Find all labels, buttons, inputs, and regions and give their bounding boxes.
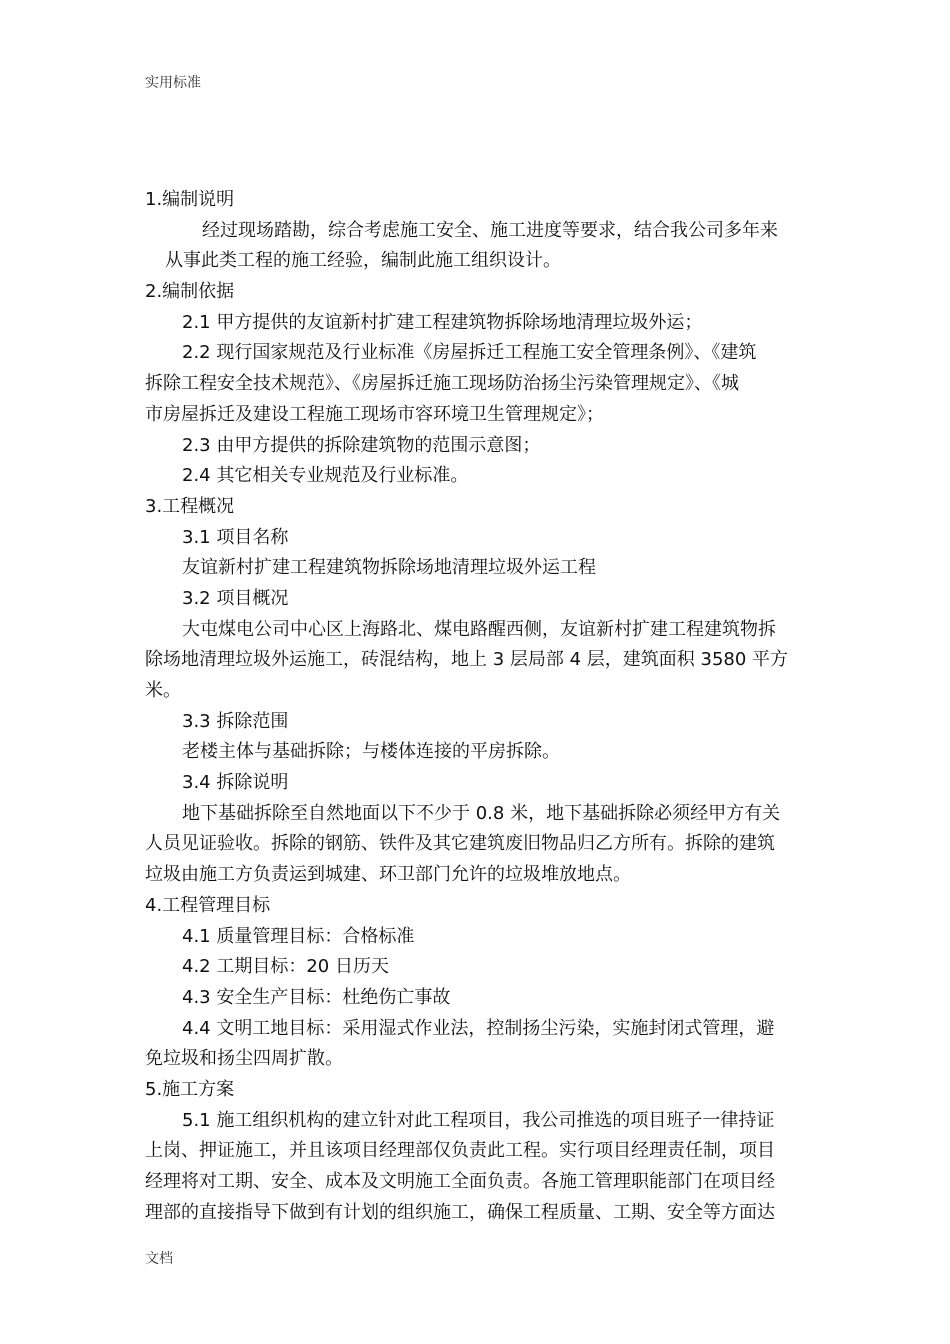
text-line: 2.编制依据 (145, 281, 235, 303)
text-line: 2.4 其它相关专业规范及行业标准。 (182, 465, 469, 487)
text-line: 经理将对工期、安全、成本及文明施工全面负责。各施工管理职能部门在项目经 (145, 1171, 775, 1192)
text-line: 3.4 拆除说明 (182, 772, 289, 794)
text-line: 3.1 项目名称 (182, 526, 289, 548)
text-line: 免垃圾和扬尘四周扩散。 (145, 1048, 343, 1070)
text-line: 理部的直接指导下做到有计划的组织施工，确保工程质量、工期、安全等方面达 (145, 1201, 775, 1223)
text-line: 除场地清理垃圾外运施工，砖混结构，地上 3 层局部 4 层，建筑面积 3580 平方 (145, 649, 789, 671)
text-line: 大屯煤电公司中心区上海路北、煤电路醒西侧，友谊新村扩建工程建筑物拆 (182, 618, 776, 640)
text-line: 上岗、押证施工，并且该项目经理部仅负责此工程。实行项目经理责任制，项目 (145, 1140, 775, 1162)
text-line: 2.3 由甲方提供的拆除建筑物的范围示意图； (182, 434, 541, 456)
text-line: 米。 (145, 680, 181, 701)
text-line: 友谊新村扩建工程建筑物拆除场地清理垃圾外运工程 (182, 557, 596, 579)
text-line: 4.3 安全生产目标：杜绝伤亡事故 (182, 986, 451, 1008)
text-line: 从事此类工程的施工经验，编制此施工组织设计。 (165, 250, 561, 272)
text-line: 5.施工方案 (145, 1078, 235, 1100)
page-header: 实用标准 (145, 75, 201, 91)
document-body (145, 185, 810, 1228)
text-line: 经过现场踏勘，综合考虑施工安全、施工进度等要求，结合我公司多年来 (202, 219, 778, 241)
text-line: 3.工程概况 (145, 495, 235, 517)
text-line: 4.2 工期目标：20 日历天 (182, 956, 389, 978)
text-line: 老楼主体与基础拆除；与楼体连接的平房拆除。 (182, 741, 560, 763)
text-line: 3.3 拆除范围 (182, 710, 289, 732)
text-line: 2.2 现行国家规范及行业标准《房屋拆迁工程施工安全管理条例》、《建筑 (182, 342, 757, 364)
text-line: 5.1 施工组织机构的建立针对此工程项目，我公司推选的项目班子一律持证 (182, 1109, 775, 1131)
text-line: 市房屋拆迁及建设工程施工现场市容环境卫生管理规定》； (145, 403, 604, 425)
text-line: 人员见证验收。拆除的钢筋、铁件及其它建筑废旧物品归乙方所有。拆除的建筑 (145, 833, 775, 855)
text-line: 4.4 文明工地目标：采用湿式作业法，控制扬尘污染，实施封闭式管理，避 (182, 1017, 775, 1039)
text-line: 3.2 项目概况 (182, 587, 289, 609)
page-footer: 文档 (145, 1251, 173, 1267)
text-line: 垃圾由施工方负责运到城建、环卫部门允许的垃圾堆放地点。 (145, 864, 631, 886)
text-line: 地下基础拆除至自然地面以下不少于 0.8 米，地下基础拆除必须经甲方有关 (182, 802, 781, 824)
text-line: 4.1 质量管理目标：合格标准 (182, 925, 415, 947)
text-line: 4.工程管理目标 (145, 894, 271, 916)
text-line: 拆除工程安全技术规范》、《房屋拆迁施工现场防治扬尘污染管理规定》、《城 (145, 373, 739, 395)
text-line: 1.编制说明 (145, 189, 235, 210)
text-line: 2.1 甲方提供的友谊新村扩建工程建筑物拆除场地清理垃圾外运； (182, 311, 703, 333)
